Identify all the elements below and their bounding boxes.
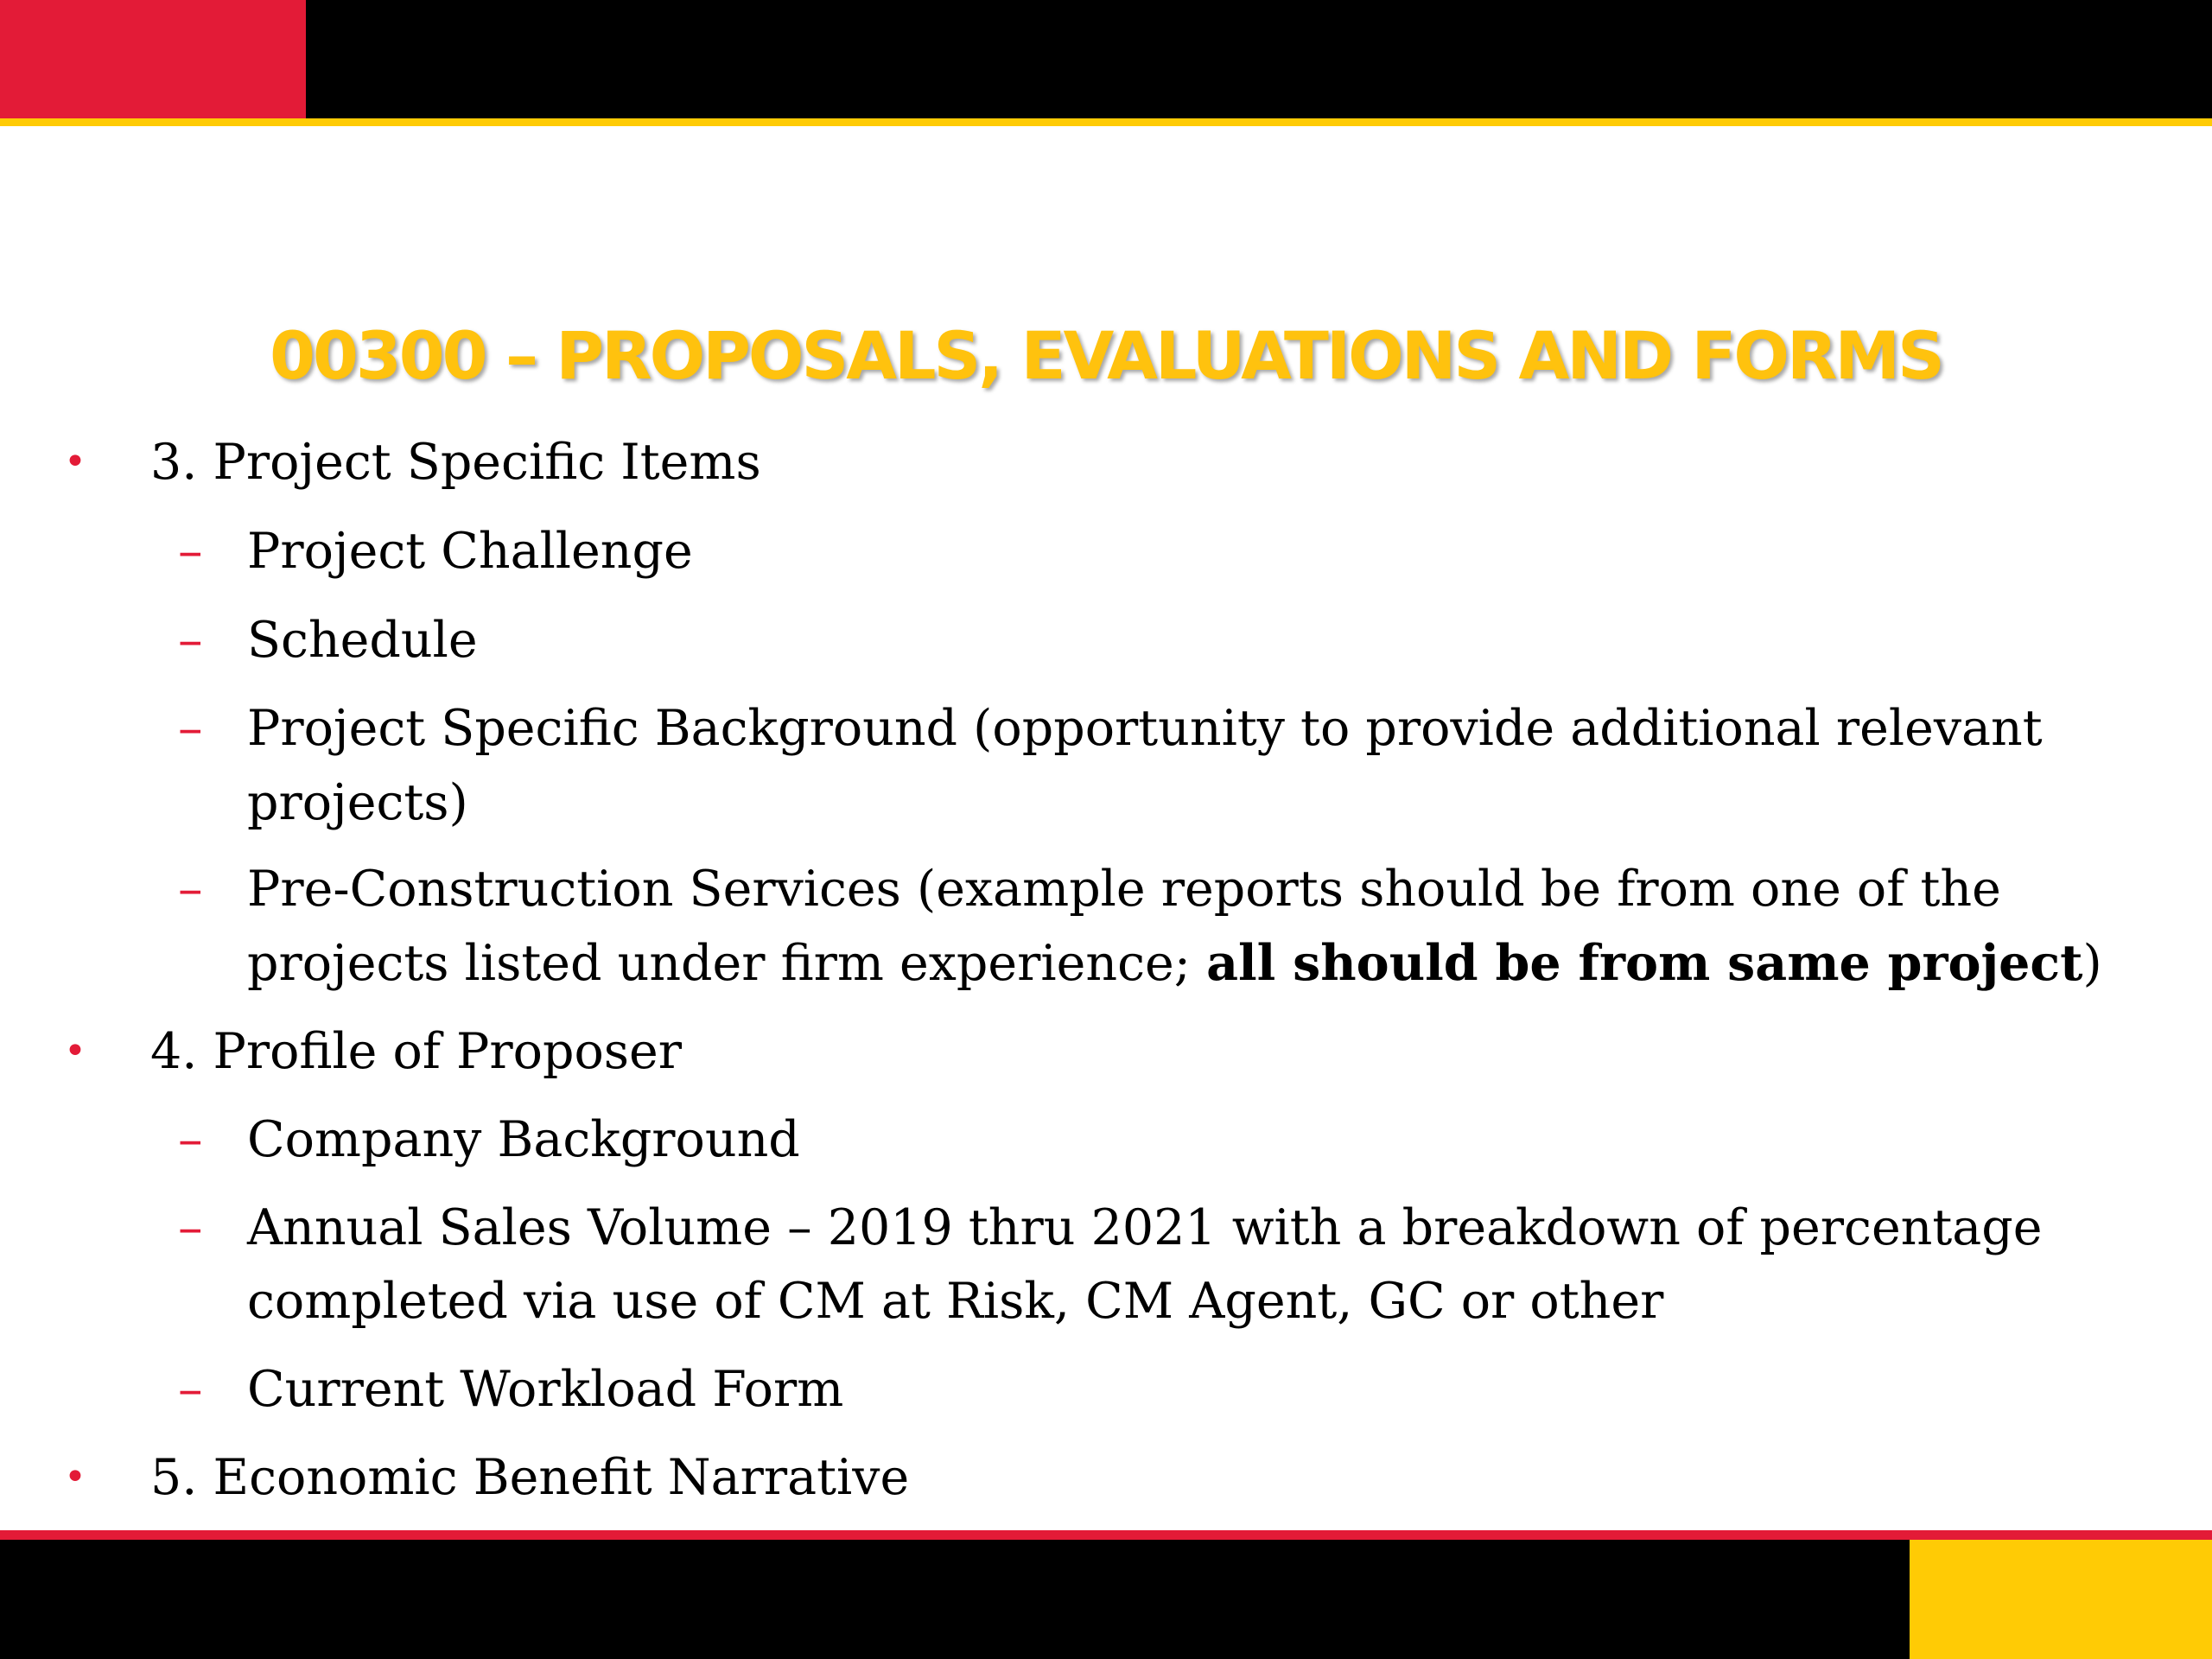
top-red-accent: [0, 0, 306, 118]
sub-item-preconstruction-line2: [247, 926, 2102, 1001]
bullet-item-4: 4. Profile of Proposer: [150, 1023, 683, 1080]
bottom-yellow-accent: [1910, 1540, 2212, 1659]
bottom-red-rule: [0, 1530, 2212, 1540]
top-yellow-rule: [0, 118, 2212, 126]
dash-icon: –: [178, 612, 203, 669]
sub-item-annual-sales-line1: Annual Sales Volume – 2019 thru 2021 with a breakdown of percentage: [247, 1199, 2043, 1256]
sub-item-project-background-line2: projects): [247, 774, 468, 831]
dash-icon: –: [178, 1199, 203, 1256]
bullet-icon: •: [64, 440, 86, 484]
sub-item-company-background: Company Background: [247, 1111, 800, 1168]
slide-title: 00300 – PROPOSALS, EVALUATIONS AND FORMS: [270, 317, 1942, 394]
sub-item-project-challenge: Project Challenge: [247, 523, 693, 580]
top-black-band: [0, 0, 2212, 118]
sub-item-preconstruction-line1: Pre-Construction Services (example reports should be from one of the: [247, 861, 2001, 918]
sub-item-schedule: Schedule: [247, 612, 478, 669]
sub-item-annual-sales-line2: completed via use of CM at Risk, CM Agent, GC or other: [247, 1273, 1664, 1330]
dash-icon: –: [178, 1111, 203, 1168]
bullet-item-3: 3. Project Specific Items: [150, 434, 761, 491]
dash-icon: –: [178, 861, 203, 918]
bullet-icon: •: [64, 1455, 86, 1499]
preconstruction-text: projects listed under firm experience;: [247, 935, 1207, 992]
dash-icon: –: [178, 700, 203, 757]
bottom-black-band: [0, 1540, 2212, 1659]
bullet-icon: •: [64, 1029, 86, 1073]
sub-item-current-workload: Current Workload Form: [247, 1361, 844, 1418]
dash-icon: –: [178, 1361, 203, 1418]
dash-icon: –: [178, 523, 203, 580]
sub-item-project-background-line1: Project Specific Background (opportunity to provide additional relevant: [247, 700, 2043, 757]
preconstruction-emphasis: all should be from same project: [1206, 934, 2083, 992]
preconstruction-close-paren: ): [2082, 935, 2102, 992]
bullet-item-5: 5. Economic Benefit Narrative: [150, 1449, 910, 1506]
